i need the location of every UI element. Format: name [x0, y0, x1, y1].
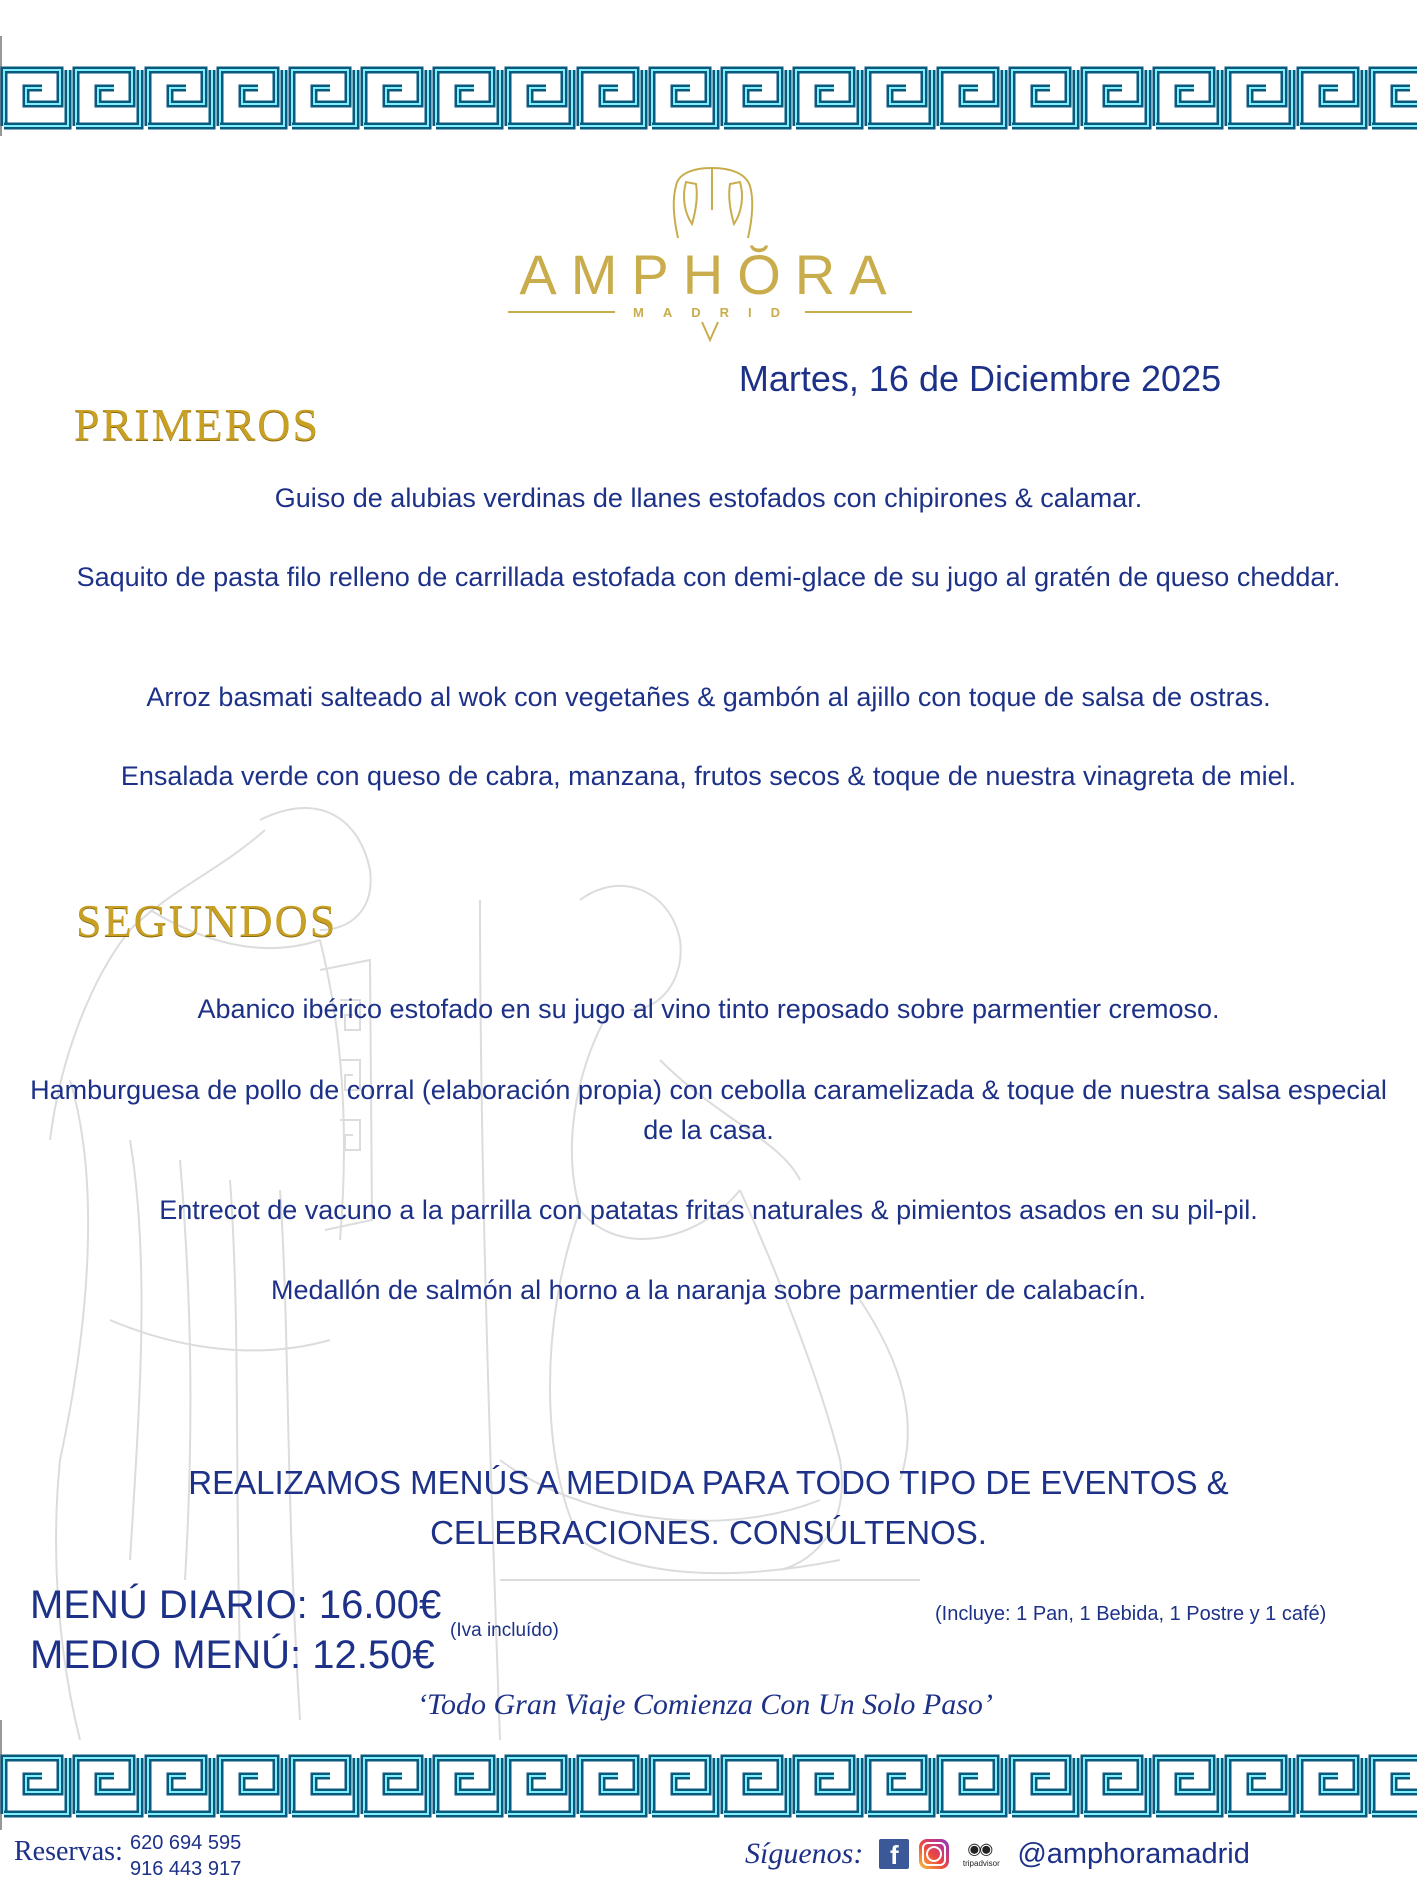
vat-included-note: (Iva incluído)	[450, 1620, 559, 1641]
dish-segundos-1: Abanico ibérico estofado en su jugo al vino tinto reposado sobre parmentier cremoso.	[197, 994, 1220, 1024]
dish-segundos-4: Medallón de salmón al horno a la naranja sobre parmentier de calabacín.	[270, 1275, 1147, 1305]
custom-events-promo: REALIZAMOS MENÚS A MEDIDA PARA TODO TIPO DE EVENTOS & CELEBRACIONES. CONSÚLTENOS.	[188, 1464, 1229, 1551]
tripadvisor-wordmark: tripadvisor	[962, 1859, 1000, 1868]
phone-number-2[interactable]: 916 443 917	[130, 1858, 242, 1880]
logo-rule-right	[805, 311, 912, 313]
reservation-phones	[130, 1830, 241, 1882]
logo-subtitle-row	[508, 302, 912, 322]
reservations-label: Reservas:	[14, 1836, 123, 1867]
price-medio-menu: MEDIO MENÚ: 12.50€	[30, 1633, 435, 1677]
social-handle[interactable]: @amphoramadrid	[1017, 1837, 1250, 1870]
dish-primeros-4: Ensalada verde con queso de cabra, manzana, frutos secos & toque de nuestra vinagreta de miel.	[120, 761, 1297, 791]
section-title-segundos: SEGUNDOS	[76, 895, 338, 946]
tripadvisor-icon[interactable]	[959, 1837, 1003, 1871]
logo-brand-name: AMPHŎRA	[519, 243, 901, 306]
amphora-madrid-logo	[500, 160, 920, 350]
social-links	[745, 1832, 1250, 1876]
section-title-primeros: PRIMEROS	[74, 399, 321, 450]
logo-v-mark-icon	[700, 320, 720, 344]
dish-segundos-3: Entrecot de vacuno a la parrilla con patatas fritas naturales & pimientos asados en su pil-pil.	[159, 1195, 1258, 1225]
logo-rule-left	[508, 311, 615, 313]
menu-includes-note: (Incluye: 1 Pan, 1 Bebida, 1 Postre y 1 café)	[935, 1603, 1327, 1625]
dish-segundos-2: Hamburguesa de pollo de corral (elaboración propia) con cebolla caramelizada & toque de nuestra salsa especial de la casa.	[30, 1075, 1387, 1145]
price-block	[30, 1580, 441, 1680]
menu-date: Martes, 16 de Diciembre 2025	[738, 358, 1222, 399]
logo-subtitle: MADRID	[633, 304, 799, 320]
tripadvisor-owl-eyes-icon: ◉◉	[967, 1841, 992, 1858]
dish-primeros-3: Arroz basmati salteado al wok con vegetañes & gambón al ajillo con toque de salsa de ostras.	[146, 682, 1271, 712]
follow-us-label: Síguenos:	[745, 1837, 864, 1870]
phone-number-1[interactable]: 620 694 595	[130, 1832, 242, 1854]
dish-primeros-1: Guiso de alubias verdinas de llanes estofados con chipirones & calamar.	[274, 483, 1143, 513]
instagram-icon[interactable]	[919, 1839, 949, 1869]
greek-key-border-top	[0, 64, 1417, 132]
greek-key-border-bottom	[0, 1752, 1417, 1820]
price-menu-diario: MENÚ DIARIO: 16.00€	[30, 1583, 442, 1627]
facebook-icon[interactable]: f	[879, 1839, 909, 1869]
amphora-vase-icon	[668, 160, 758, 240]
motto-quote: ‘Todo Gran Viaje Comienza Con Un Solo Paso’	[417, 1688, 993, 1721]
dish-primeros-2: Saquito de pasta filo relleno de carrillada estofada con demi-glace de su jugo al gratén de queso cheddar.	[76, 562, 1341, 592]
